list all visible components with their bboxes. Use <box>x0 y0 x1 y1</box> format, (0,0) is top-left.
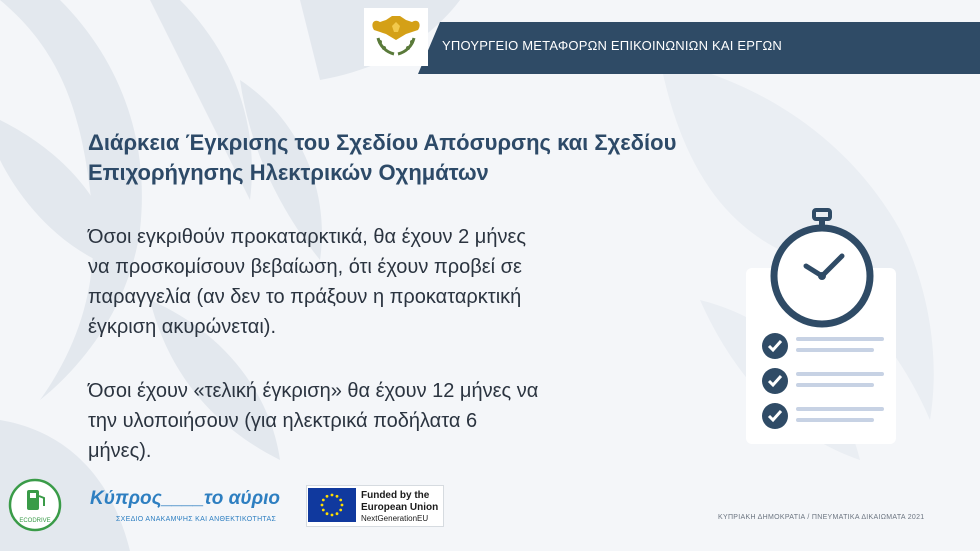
paragraph-preliminary <box>88 222 648 342</box>
para1-line: να προσκομίσουν βεβαίωση, ότι έχουν προβεί σε <box>88 256 522 278</box>
emblem-container <box>364 8 428 66</box>
kypros-logo-subtitle: ΣΧΕΔΙΟ ΑΝΑΚΑΜΨΗΣ ΚΑΙ ΑΝΘΕΚΤΙΚΟΤΗΤΑΣ <box>116 516 277 523</box>
para2-line: την υλοποιήσουν (για ηλεκτρικά ποδήλατα 6 <box>88 410 478 432</box>
slide-title-line-2: Επιχορήγησης Ηλεκτρικών Οχημάτων <box>88 160 489 185</box>
paragraph-final-approval <box>88 376 648 466</box>
ministry-title: ΥΠΟΥΡΓΕΙΟ ΜΕΤΑΦΟΡΩΝ ΕΠΙΚΟΙΝΩΝΙΩΝ ΚΑΙ ΕΡΓΩΝ <box>442 38 782 53</box>
eu-text-nextgen: NextGenerationEU <box>361 514 429 523</box>
cyprus-coat-of-arms-icon <box>364 8 428 66</box>
ecodrive-logo-icon <box>8 478 62 532</box>
eu-flag-icon <box>308 488 356 522</box>
para1-line: Όσοι εγκριθούν προκαταρκτικά, θα έχουν 2 μήνες <box>88 226 526 248</box>
kypros-logo-title: Κύπρος____το αύριο <box>90 488 281 509</box>
para2-line: μήνες). <box>88 440 152 462</box>
para2-line: Όσοι έχουν «τελική έγκριση» θα έχουν 12 μήνες να <box>88 380 539 402</box>
para1-line: έγκριση ακυρώνεται). <box>88 316 277 338</box>
stopwatch-checklist-icon <box>742 208 902 448</box>
ecodrive-label: ECODRIVE <box>19 518 51 524</box>
copyright-text: ΚΥΠΡΙΑΚΗ ΔΗΜΟΚΡΑΤΙΑ / ΠΝΕΥΜΑΤΙΚΑ ΔΙΚΑΙΩΜΑΤΑ 2021 <box>718 514 925 521</box>
slide-title-line-1: Διάρκεια Έγκρισης του Σχεδίου Απόσυρσης και Σχεδίου <box>88 130 677 155</box>
para1-line: παραγγελία (αν δεν το πράξουν η προκαταρκτική <box>88 286 522 308</box>
eu-text-union: European Union <box>361 502 439 513</box>
eu-text-funded: Funded by the <box>361 490 430 501</box>
slide-title <box>88 128 788 188</box>
